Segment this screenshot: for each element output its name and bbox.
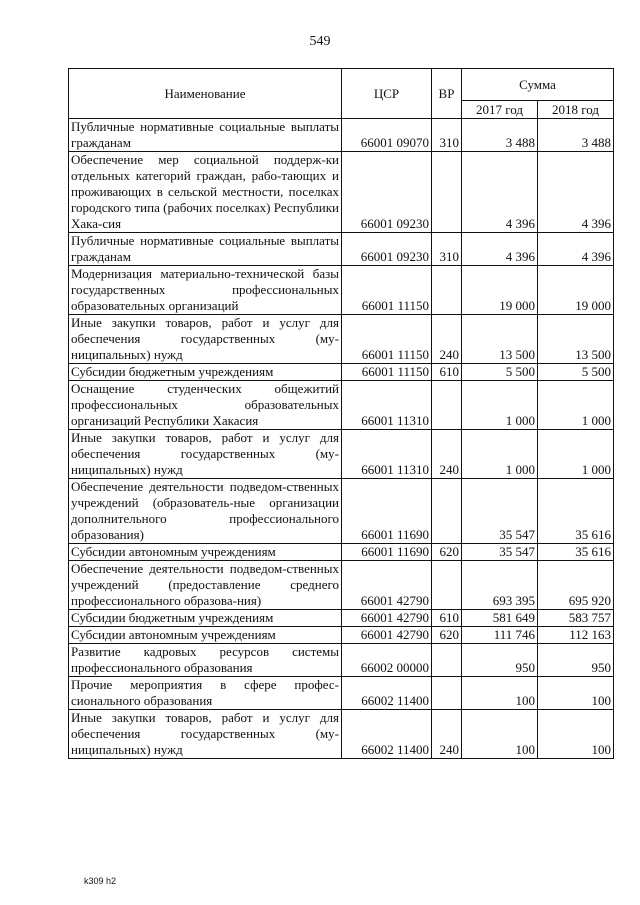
cell-csr: 66001 09230 — [342, 152, 432, 233]
cell-2017: 35 547 — [462, 544, 538, 561]
table-row — [69, 152, 614, 233]
cell-name: Обеспечение деятельности подведом-ственных учреждений (предоставление среднего профессионального образова-ния) — [69, 561, 342, 610]
cell-csr: 66001 42790 — [342, 610, 432, 627]
cell-2018: 35 616 — [538, 479, 614, 544]
cell-csr: 66002 11400 — [342, 677, 432, 710]
cell-2017: 100 — [462, 710, 538, 759]
cell-2018: 4 396 — [538, 152, 614, 233]
cell-2018: 1 000 — [538, 430, 614, 479]
header-sum: Сумма — [462, 69, 614, 101]
header-year-2018: 2018 год — [538, 101, 614, 119]
cell-name: Публичные нормативные социальные выплаты гражданам — [69, 119, 342, 152]
cell-vr — [432, 561, 462, 610]
header-csr: ЦСР — [342, 69, 432, 119]
table-row — [69, 710, 614, 759]
cell-vr: 310 — [432, 119, 462, 152]
table-row — [69, 315, 614, 364]
cell-2018: 100 — [538, 677, 614, 710]
cell-vr: 310 — [432, 233, 462, 266]
table-row — [69, 233, 614, 266]
cell-name: Оснащение студенческих общежитий профессиональных образовательных организаций Республики Хакасия — [69, 381, 342, 430]
cell-2018: 35 616 — [538, 544, 614, 561]
cell-csr: 66001 11150 — [342, 364, 432, 381]
cell-2018: 13 500 — [538, 315, 614, 364]
cell-vr — [432, 677, 462, 710]
table-row — [69, 364, 614, 381]
cell-csr: 66002 00000 — [342, 644, 432, 677]
page-number: 549 — [309, 34, 331, 49]
table-row — [69, 266, 614, 315]
header-year-2017: 2017 год — [462, 101, 538, 119]
table-row — [69, 544, 614, 561]
cell-name: Субсидии бюджетным учреждениям — [69, 610, 342, 627]
table-row — [69, 677, 614, 710]
cell-csr: 66001 42790 — [342, 627, 432, 644]
cell-2018: 112 163 — [538, 627, 614, 644]
cell-vr: 620 — [432, 627, 462, 644]
cell-name: Иные закупки товаров, работ и услуг для обеспечения государственных (му-ниципальных) нужд — [69, 315, 342, 364]
cell-2018: 19 000 — [538, 266, 614, 315]
table-header — [69, 69, 614, 119]
cell-2017: 1 000 — [462, 430, 538, 479]
footer-code: k309 h2 — [84, 876, 117, 886]
table-row — [69, 381, 614, 430]
cell-csr: 66001 11310 — [342, 381, 432, 430]
cell-vr — [432, 152, 462, 233]
table-row — [69, 644, 614, 677]
cell-csr: 66001 09070 — [342, 119, 432, 152]
cell-vr: 610 — [432, 610, 462, 627]
cell-2017: 5 500 — [462, 364, 538, 381]
cell-2017: 3 488 — [462, 119, 538, 152]
cell-vr — [432, 381, 462, 430]
cell-2018: 4 396 — [538, 233, 614, 266]
cell-csr: 66001 11150 — [342, 315, 432, 364]
cell-2018: 1 000 — [538, 381, 614, 430]
cell-csr: 66001 42790 — [342, 561, 432, 610]
cell-name: Субсидии автономным учреждениям — [69, 544, 342, 561]
cell-2017: 19 000 — [462, 266, 538, 315]
cell-vr — [432, 644, 462, 677]
header-vr: ВР — [432, 69, 462, 119]
cell-2018: 695 920 — [538, 561, 614, 610]
cell-csr: 66001 11310 — [342, 430, 432, 479]
cell-name: Публичные нормативные социальные выплаты гражданам — [69, 233, 342, 266]
cell-csr: 66002 11400 — [342, 710, 432, 759]
cell-csr: 66001 11690 — [342, 479, 432, 544]
header-name: Наименование — [69, 69, 342, 119]
table-row — [69, 479, 614, 544]
cell-csr: 66001 11150 — [342, 266, 432, 315]
cell-2017: 100 — [462, 677, 538, 710]
cell-name: Субсидии бюджетным учреждениям — [69, 364, 342, 381]
cell-2017: 693 395 — [462, 561, 538, 610]
cell-vr — [432, 266, 462, 315]
cell-name: Обеспечение деятельности подведом-ственных учреждений (образователь-ные организации дополнительного профессионального образования) — [69, 479, 342, 544]
cell-name: Иные закупки товаров, работ и услуг для обеспечения государственных (му-ниципальных) нужд — [69, 430, 342, 479]
cell-2018: 100 — [538, 710, 614, 759]
cell-vr — [432, 479, 462, 544]
cell-vr: 240 — [432, 710, 462, 759]
table-row — [69, 627, 614, 644]
cell-name: Субсидии автономным учреждениям — [69, 627, 342, 644]
cell-vr: 620 — [432, 544, 462, 561]
cell-vr: 610 — [432, 364, 462, 381]
cell-vr: 240 — [432, 315, 462, 364]
budget-table — [68, 68, 614, 759]
cell-2018: 583 757 — [538, 610, 614, 627]
cell-2017: 581 649 — [462, 610, 538, 627]
cell-name: Модернизация материально-технической базы государственных профессиональных образовательных организаций — [69, 266, 342, 315]
table-row — [69, 430, 614, 479]
cell-vr: 240 — [432, 430, 462, 479]
cell-2017: 111 746 — [462, 627, 538, 644]
cell-name: Прочие мероприятия в сфере профес-сионального образования — [69, 677, 342, 710]
cell-name: Развитие кадровых ресурсов системы профессионального образования — [69, 644, 342, 677]
cell-2017: 4 396 — [462, 152, 538, 233]
table-body — [69, 119, 614, 759]
cell-2018: 950 — [538, 644, 614, 677]
cell-2017: 13 500 — [462, 315, 538, 364]
cell-2018: 5 500 — [538, 364, 614, 381]
cell-2018: 3 488 — [538, 119, 614, 152]
cell-name: Обеспечение мер социальной поддерж-ки отдельных категорий граждан, рабо-тающих и проживающих в сельской местности, поселках городского типа (рабочих поселках) Республики Хака-сия — [69, 152, 342, 233]
cell-2017: 1 000 — [462, 381, 538, 430]
table-row — [69, 119, 614, 152]
cell-csr: 66001 09230 — [342, 233, 432, 266]
table-row — [69, 561, 614, 610]
table-row — [69, 610, 614, 627]
cell-2017: 4 396 — [462, 233, 538, 266]
cell-csr: 66001 11690 — [342, 544, 432, 561]
cell-name: Иные закупки товаров, работ и услуг для обеспечения государственных (му-ниципальных) нужд — [69, 710, 342, 759]
cell-2017: 950 — [462, 644, 538, 677]
cell-2017: 35 547 — [462, 479, 538, 544]
